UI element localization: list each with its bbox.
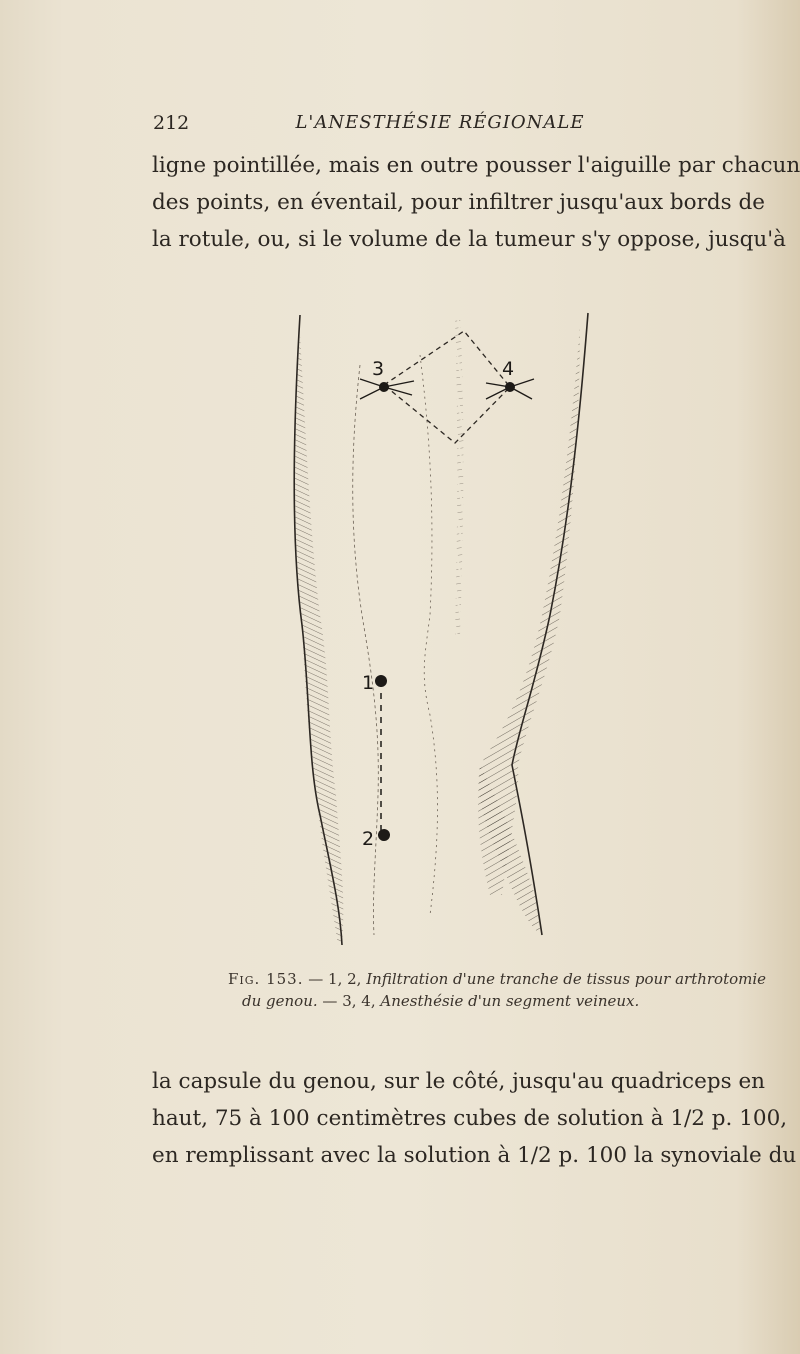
- page-number: 212: [153, 112, 190, 134]
- caption-line-1: Fig. 153. — 1, 2, Infiltration d'une tranche de tissus pour arthrotomie: [228, 970, 767, 988]
- injection-point-1: [362, 672, 387, 694]
- text-line: haut, 75 à 100 centimètres cubes de solution à 1/2 p. 100,: [152, 1106, 788, 1131]
- text-line: en remplissant avec la solution à 1/2 p. 100 la synoviale du: [152, 1143, 797, 1168]
- page-header: [150, 108, 730, 138]
- knee-illustration: [280, 295, 610, 955]
- running-title: L'ANESTHÉSIE RÉGIONALE: [295, 112, 585, 133]
- infiltration-diamond: [384, 331, 510, 443]
- text-line: ligne pointillée, mais en outre pousser l'aiguille par chacun: [152, 153, 800, 178]
- saphenous-vein-dots: [420, 355, 438, 915]
- text-line: la rotule, ou, si le volume de la tumeur s'y oppose, jusqu'à: [152, 227, 786, 252]
- injection-point-3: [360, 358, 414, 399]
- marker-label-4: 4: [502, 358, 515, 380]
- marker-label-1: 1: [362, 672, 375, 694]
- marker-label-2: 2: [362, 828, 375, 850]
- body-paragraph-bottom: [152, 1063, 797, 1174]
- vastus-lateralis-hatching: [295, 335, 343, 945]
- text-line: la capsule du genou, sur le côté, jusqu'au quadriceps en: [152, 1069, 766, 1094]
- figure-label: Fig. 153.: [228, 970, 304, 988]
- injection-point-4: [486, 358, 534, 399]
- figure-caption: [228, 968, 767, 1012]
- body-paragraph-top: [152, 147, 800, 258]
- caption-line-2: du genou. — 3, 4, Anesthésie d'un segment veineux.: [242, 992, 640, 1010]
- central-vein-hatching: [455, 315, 463, 635]
- text-line: des points, en éventail, pour infiltrer jusqu'aux bords de: [152, 190, 766, 215]
- marker-label-3: 3: [372, 358, 385, 380]
